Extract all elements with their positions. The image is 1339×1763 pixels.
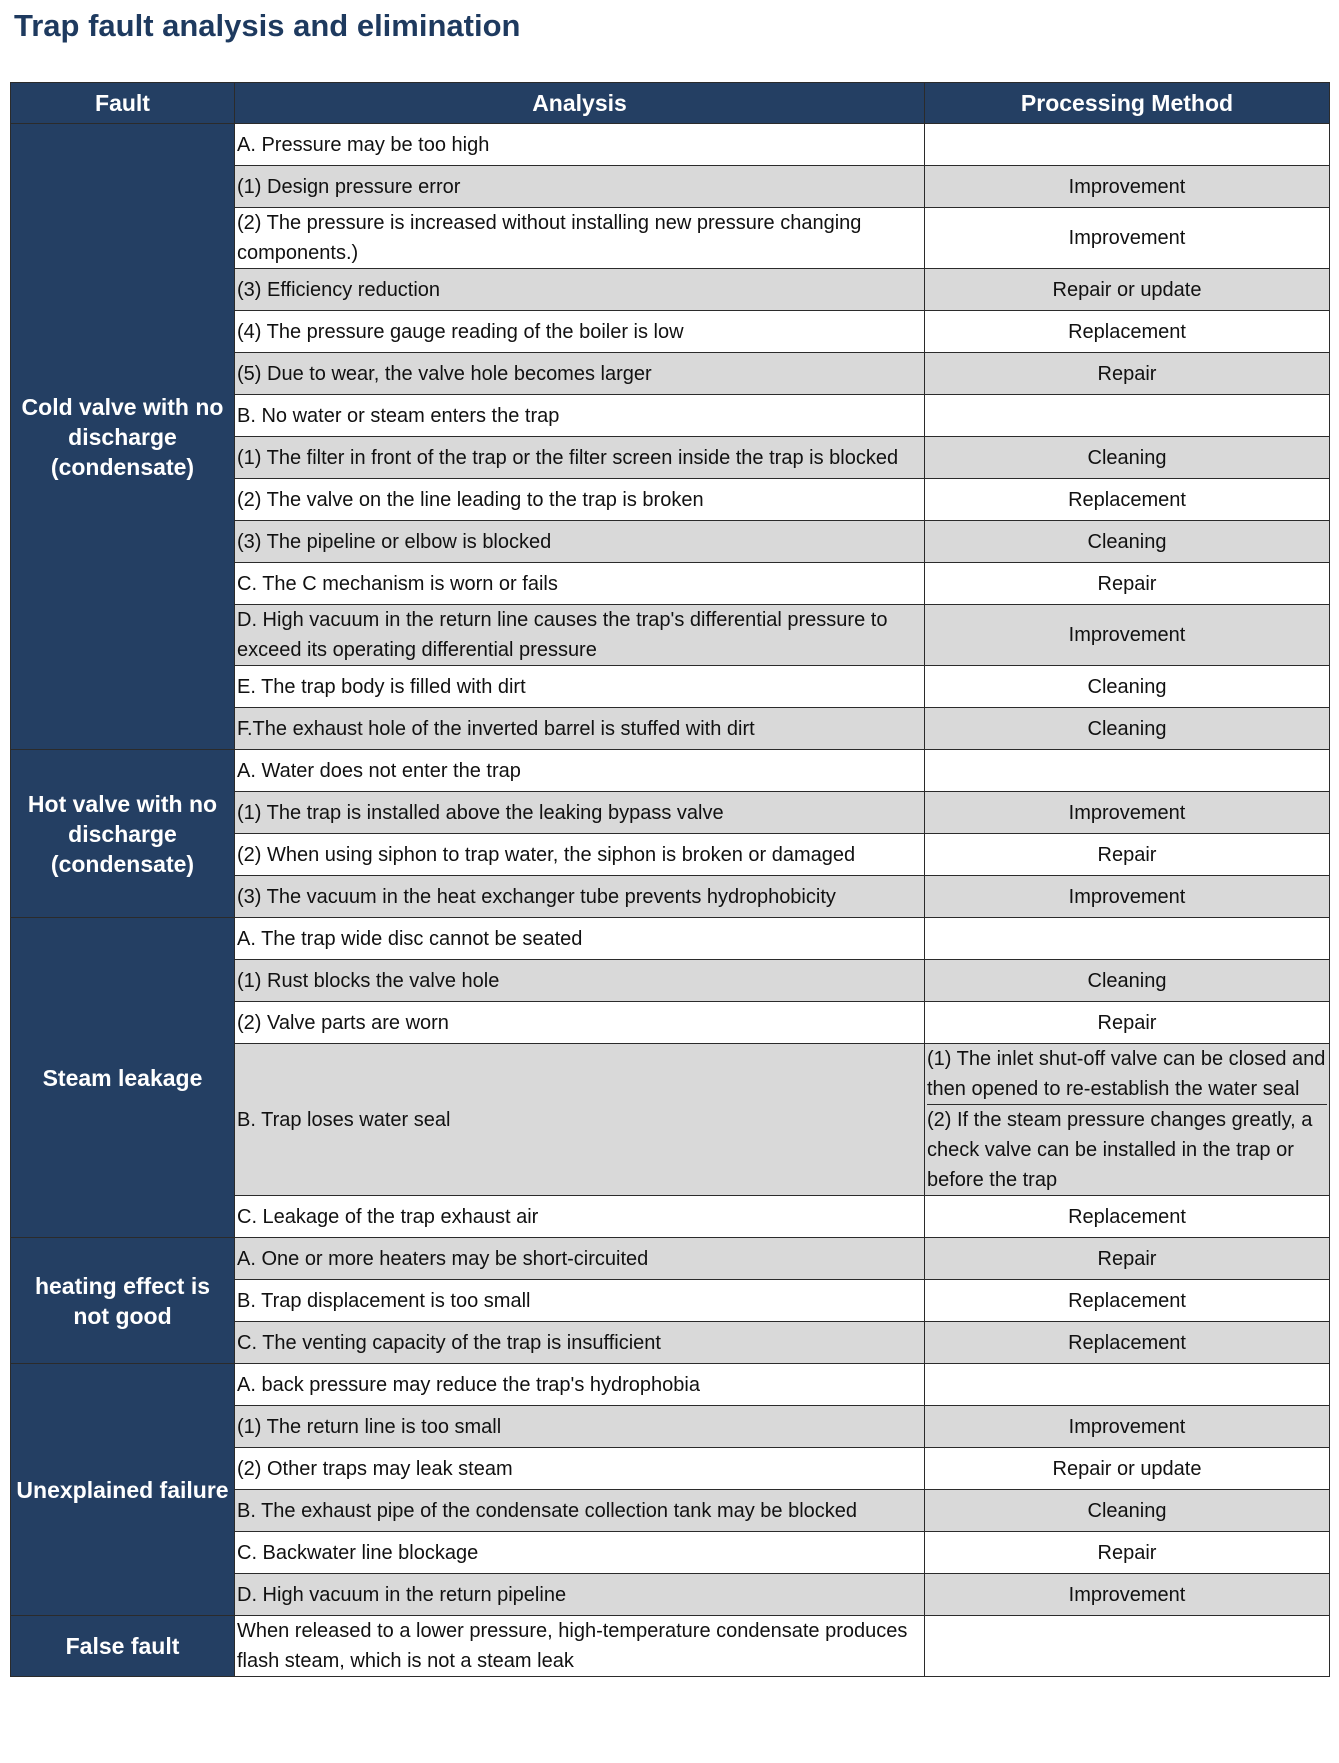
method-cell: Improvement [925,1574,1330,1616]
method-cell: Repair [925,563,1330,605]
method-cell: Improvement [925,876,1330,918]
analysis-cell: (2) The valve on the line leading to the trap is broken [235,479,925,521]
method-cell [925,124,1330,166]
method-cell: Improvement [925,605,1330,666]
analysis-cell: When released to a lower pressure, high-temperature condensate produces flash steam, which is not a steam leak [235,1616,925,1677]
table-row [11,1364,1330,1406]
analysis-cell: F.The exhaust hole of the inverted barrel is stuffed with dirt [235,708,925,750]
method-cell: Improvement [925,1406,1330,1448]
method-cell: Cleaning [925,708,1330,750]
analysis-cell: B. The exhaust pipe of the condensate collection tank may be blocked [235,1490,925,1532]
method-cell: Improvement [925,208,1330,269]
method-cell: Repair [925,1532,1330,1574]
analysis-cell: (2) When using siphon to trap water, the siphon is broken or damaged [235,834,925,876]
analysis-cell: E. The trap body is filled with dirt [235,666,925,708]
method-cell: Repair [925,1238,1330,1280]
table-header-row [11,83,1330,124]
table-row [11,1238,1330,1280]
method-cell: Cleaning [925,666,1330,708]
method-cell: Repair or update [925,1448,1330,1490]
fault-cell: Steam leakage [11,918,235,1238]
analysis-cell: C. Leakage of the trap exhaust air [235,1196,925,1238]
analysis-cell: (2) The pressure is increased without installing new pressure changing components.) [235,208,925,269]
method-cell [925,1616,1330,1677]
analysis-cell: (1) Design pressure error [235,166,925,208]
method-cell: Cleaning [925,521,1330,563]
method-cell: Replacement [925,479,1330,521]
fault-analysis-table [10,82,1330,1677]
method-cell: Repair or update [925,269,1330,311]
analysis-cell: (3) The vacuum in the heat exchanger tube prevents hydrophobicity [235,876,925,918]
method-cell: Repair [925,834,1330,876]
method-cell: Cleaning [925,1490,1330,1532]
method-cell [925,918,1330,960]
fault-column-header: Fault [11,83,235,124]
analysis-column-header: Analysis [235,83,925,124]
fault-cell: Unexplained failure [11,1364,235,1616]
analysis-cell: (4) The pressure gauge reading of the boiler is low [235,311,925,353]
method-cell: Improvement [925,166,1330,208]
method-cell [925,750,1330,792]
method-cell [925,1044,1330,1196]
analysis-cell: C. The venting capacity of the trap is insufficient [235,1322,925,1364]
analysis-cell: B. Trap loses water seal [235,1044,925,1196]
method-line: (2) If the steam pressure changes greatly, a check valve can be installed in the trap or before the trap [927,1104,1327,1195]
method-cell: Repair [925,1002,1330,1044]
analysis-cell: C. Backwater line blockage [235,1532,925,1574]
analysis-cell: (1) The filter in front of the trap or the filter screen inside the trap is blocked [235,437,925,479]
table-row [11,750,1330,792]
method-cell: Replacement [925,311,1330,353]
method-cell: Cleaning [925,437,1330,479]
analysis-cell: A. The trap wide disc cannot be seated [235,918,925,960]
analysis-cell: A. Water does not enter the trap [235,750,925,792]
fault-cell: heating effect is not good [11,1238,235,1364]
fault-cell: Hot valve with no discharge (condensate) [11,750,235,918]
analysis-cell: (1) The return line is too small [235,1406,925,1448]
method-cell [925,395,1330,437]
method-cell: Improvement [925,792,1330,834]
analysis-cell: (2) Other traps may leak steam [235,1448,925,1490]
analysis-cell: B. Trap displacement is too small [235,1280,925,1322]
analysis-cell: (1) Rust blocks the valve hole [235,960,925,1002]
method-cell: Replacement [925,1322,1330,1364]
analysis-cell: (5) Due to wear, the valve hole becomes larger [235,353,925,395]
analysis-cell: C. The C mechanism is worn or fails [235,563,925,605]
analysis-cell: (1) The trap is installed above the leaking bypass valve [235,792,925,834]
analysis-cell: A. One or more heaters may be short-circuited [235,1238,925,1280]
analysis-cell: A. back pressure may reduce the trap's hydrophobia [235,1364,925,1406]
table-row [11,124,1330,166]
fault-cell: Cold valve with no discharge (condensate) [11,124,235,750]
analysis-cell: D. High vacuum in the return line causes the trap's differential pressure to exceed its operating differential pressure [235,605,925,666]
fault-cell: False fault [11,1616,235,1677]
analysis-cell: (3) Efficiency reduction [235,269,925,311]
method-cell [925,1364,1330,1406]
analysis-cell: D. High vacuum in the return pipeline [235,1574,925,1616]
method-line: (1) The inlet shut-off valve can be closed and then opened to re-establish the water seal [927,1048,1326,1100]
method-cell: Replacement [925,1280,1330,1322]
table-row [11,1616,1330,1677]
method-cell: Replacement [925,1196,1330,1238]
table-row [11,918,1330,960]
analysis-cell: B. No water or steam enters the trap [235,395,925,437]
method-cell: Cleaning [925,960,1330,1002]
page-title: Trap fault analysis and elimination [14,8,521,43]
analysis-cell: A. Pressure may be too high [235,124,925,166]
processing-method-column-header: Processing Method [925,83,1330,124]
analysis-cell: (3) The pipeline or elbow is blocked [235,521,925,563]
analysis-cell: (2) Valve parts are worn [235,1002,925,1044]
method-cell: Repair [925,353,1330,395]
